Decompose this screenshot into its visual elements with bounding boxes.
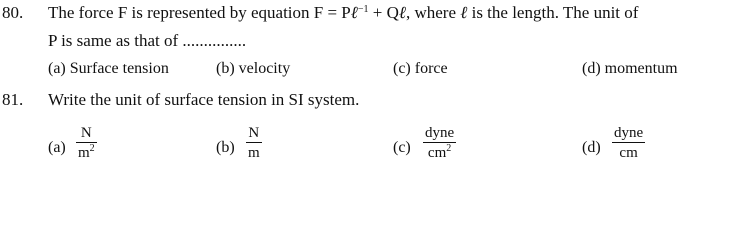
q80-option-a[interactable]: (a) Surface tension [48,60,169,77]
q80-option-b[interactable]: (b) velocity [216,60,291,77]
fraction-denominator: $m^2$ [78,143,95,161]
denominator-exponent: 2 [446,143,452,154]
fraction-numerator: N [80,125,92,141]
fraction-denominator: cm [619,145,638,161]
fraction-numerator: N [248,125,260,141]
q80-option-c[interactable]: (c) force [393,60,448,77]
ell-symbol: ℓ [350,3,358,22]
question-81-text: Write the unit of surface tension in SI system. [48,90,360,109]
question-number-81: 81. [2,90,24,109]
question-80-text-line1 [48,3,638,23]
q81-option-d-label[interactable]: (d) [582,139,601,156]
q80-option-d[interactable]: (d) momentum [582,60,678,77]
q81-option-b-label[interactable]: (b) [216,139,235,156]
q81-option-d-fraction[interactable] [612,125,645,161]
q81-option-a-label[interactable]: (a) [48,139,66,156]
q81-option-a-fraction[interactable] [76,125,97,161]
denominator-exponent: 2 [89,143,95,154]
q80-text-part-b: + Q [368,3,399,22]
fraction-numerator: dyne [614,125,644,141]
fraction-numerator: dyne [425,125,455,141]
ell-symbol: ℓ [398,3,406,22]
fraction-bar [612,142,645,143]
q80-text-part-a: The force F is represented by equation F = P [48,3,351,22]
question-number-80: 80. [2,3,24,22]
q80-text-part-d: is the length. The unit of [467,3,639,22]
q81-option-c-label[interactable]: (c) [393,139,411,156]
ell-symbol: ℓ [460,3,468,22]
q80-text-part-c: , where [405,3,461,22]
fraction-denominator: $cm^2$ [427,143,452,161]
question-80-text-line2: P is same as that of ............... [48,31,247,50]
q81-option-c-fraction[interactable] [423,125,456,161]
fraction-denominator: m [248,145,260,161]
exponent-minus-one: −1 [357,4,369,15]
fraction-bar [246,142,262,143]
q81-option-b-fraction[interactable] [246,125,262,161]
